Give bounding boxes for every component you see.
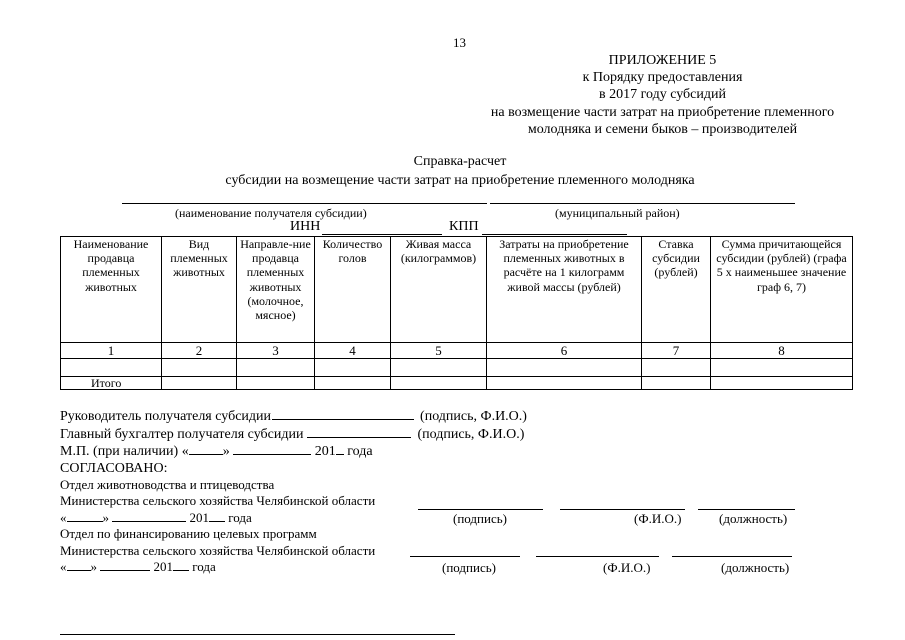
month-field[interactable]: [112, 510, 186, 522]
accountant-signature-line: [60, 426, 527, 444]
dept2-caption-position: (должность): [721, 560, 790, 575]
year-suffix: года: [192, 559, 216, 575]
col-number: 5: [391, 343, 487, 359]
month-field[interactable]: [233, 443, 311, 455]
inn-line: [322, 234, 442, 235]
dept2-line1: Отдел по финансированию целевых программ: [60, 526, 317, 542]
day-field[interactable]: [189, 443, 223, 455]
table-cell[interactable]: [315, 359, 391, 377]
dept1-name-line: [560, 509, 685, 510]
head-hint: (подпись, Ф.И.О.): [420, 409, 527, 424]
dept1-caption-name: (Ф.И.О.): [634, 511, 682, 526]
table-cell[interactable]: [642, 377, 711, 390]
table-header-row: [61, 237, 853, 343]
quote-open: «: [60, 559, 67, 575]
table-cell[interactable]: [391, 359, 487, 377]
title-line-1: Справка-расчет: [413, 154, 507, 169]
inn-label: ИНН: [290, 219, 321, 234]
col-number: 8: [711, 343, 853, 359]
col-header-type: Вид племенных животных: [162, 237, 237, 343]
accountant-hint: (подпись, Ф.И.О.): [417, 426, 525, 442]
year-field[interactable]: [209, 510, 225, 522]
appendix-line: к Порядку предоставления: [582, 70, 743, 86]
dept1-line1: Отдел животноводства и птицеводства: [60, 477, 275, 492]
quote-close: »: [222, 444, 230, 459]
table-cell[interactable]: [487, 359, 642, 377]
quote-close: »: [90, 559, 97, 575]
year-suffix: года: [228, 509, 252, 525]
footnote-separator: [60, 634, 455, 635]
table-cell[interactable]: [391, 377, 487, 390]
table-cell[interactable]: [162, 359, 237, 377]
quote-open: «: [181, 444, 189, 459]
district-caption: (муниципальный район): [555, 206, 680, 220]
quote-open: «: [60, 509, 67, 525]
recipient-name-caption: (наименование получателя субсидии): [175, 206, 367, 220]
accountant-label: Главный бухгалтер получателя субсидии: [60, 426, 304, 442]
dept1-caption-signature: (подпись): [453, 511, 507, 526]
table-cell[interactable]: [162, 377, 237, 390]
approval-block: [60, 477, 375, 575]
dept2-name-line: [536, 556, 659, 557]
head-signature-field[interactable]: [272, 408, 414, 420]
month-field[interactable]: [100, 559, 150, 571]
day-field[interactable]: [67, 559, 91, 571]
col-number: 1: [61, 343, 162, 359]
dept2-date-line: [60, 559, 375, 575]
col-number: 6: [487, 343, 642, 359]
head-signature-line: [60, 408, 527, 426]
dept1-date-line: [60, 510, 375, 526]
dept1-position-line: [698, 509, 795, 510]
dept1-line2: Министерства сельского хозяйства Челябинской области: [60, 493, 376, 509]
year-suffix: года: [347, 444, 373, 459]
appendix-line: молодняка и семени быков – производителей: [527, 121, 798, 137]
year-prefix: 201: [189, 509, 209, 525]
year-field[interactable]: [336, 443, 344, 455]
total-row: [61, 377, 853, 390]
dept2-position-line: [672, 556, 792, 557]
appendix-line: на возмещение части затрат на приобретение племенного: [490, 104, 835, 120]
table-row: [61, 359, 853, 377]
table-cell[interactable]: [237, 359, 315, 377]
year-prefix: 201: [314, 444, 336, 459]
kpp-line: [482, 234, 627, 235]
document-title: [150, 152, 770, 190]
table-cell[interactable]: [711, 377, 853, 390]
col-number: 4: [315, 343, 391, 359]
col-header-cost-per-kg: Затраты на приобретение племенных животных в расчёте на 1 килограмм живой массы (рублей): [487, 237, 642, 343]
signature-block: [60, 408, 527, 477]
table-cell[interactable]: [487, 377, 642, 390]
page-number: 13: [453, 35, 466, 50]
col-number: 3: [237, 343, 315, 359]
stamp-label: М.П. (при наличии): [60, 444, 179, 459]
calculation-table: [60, 236, 853, 390]
dept1-signature-line: [418, 509, 543, 510]
title-line-2: субсидии на возмещение части затрат на приобретение племенного молодняка: [225, 173, 695, 188]
table-cell[interactable]: [61, 359, 162, 377]
col-number: 2: [162, 343, 237, 359]
table-cell[interactable]: [315, 377, 391, 390]
dept1-caption-position: (должность): [719, 511, 788, 526]
col-header-direction: Направле-ние продавца племенных животных (молочное, мясное): [237, 237, 315, 343]
district-line: [490, 203, 795, 204]
total-label: Итого: [61, 377, 162, 390]
quote-close: »: [102, 509, 109, 525]
table-cell[interactable]: [711, 359, 853, 377]
dept2-signature-line: [410, 556, 520, 557]
col-header-live-weight: Живая масса (килограммов): [391, 237, 487, 343]
head-label: Руководитель получателя субсидии: [60, 409, 272, 424]
recipient-name-line: [122, 203, 487, 204]
dept2-caption-signature: (подпись): [442, 560, 496, 575]
year-prefix: 201: [153, 559, 173, 575]
col-header-subsidy-sum: Сумма причитающейся субсидии (рублей) (графа 5 х наименьшее значение граф 6, 7): [711, 237, 853, 343]
year-field[interactable]: [173, 559, 189, 571]
appendix-header: [470, 52, 855, 138]
col-number: 7: [642, 343, 711, 359]
col-header-rate: Ставка субсидии (рублей): [642, 237, 711, 343]
kpp-label: КПП: [449, 219, 479, 234]
stamp-date-line: [60, 443, 527, 461]
appendix-line: в 2017 году субсидий: [598, 87, 726, 103]
approval-heading: СОГЛАСОВАНО:: [60, 460, 168, 476]
col-header-head-count: Количество голов: [315, 237, 391, 343]
table-cell[interactable]: [642, 359, 711, 377]
appendix-line: ПРИЛОЖЕНИЕ 5: [608, 53, 717, 68]
column-number-row: [61, 343, 853, 359]
dept2-caption-name: (Ф.И.О.): [603, 560, 651, 575]
accountant-signature-field[interactable]: [307, 426, 411, 438]
dept2-line2: Министерства сельского хозяйства Челябинской области: [60, 542, 376, 558]
table-cell[interactable]: [237, 377, 315, 390]
day-field[interactable]: [67, 510, 103, 522]
col-header-seller: Наименование продавца племенных животных: [61, 237, 162, 343]
